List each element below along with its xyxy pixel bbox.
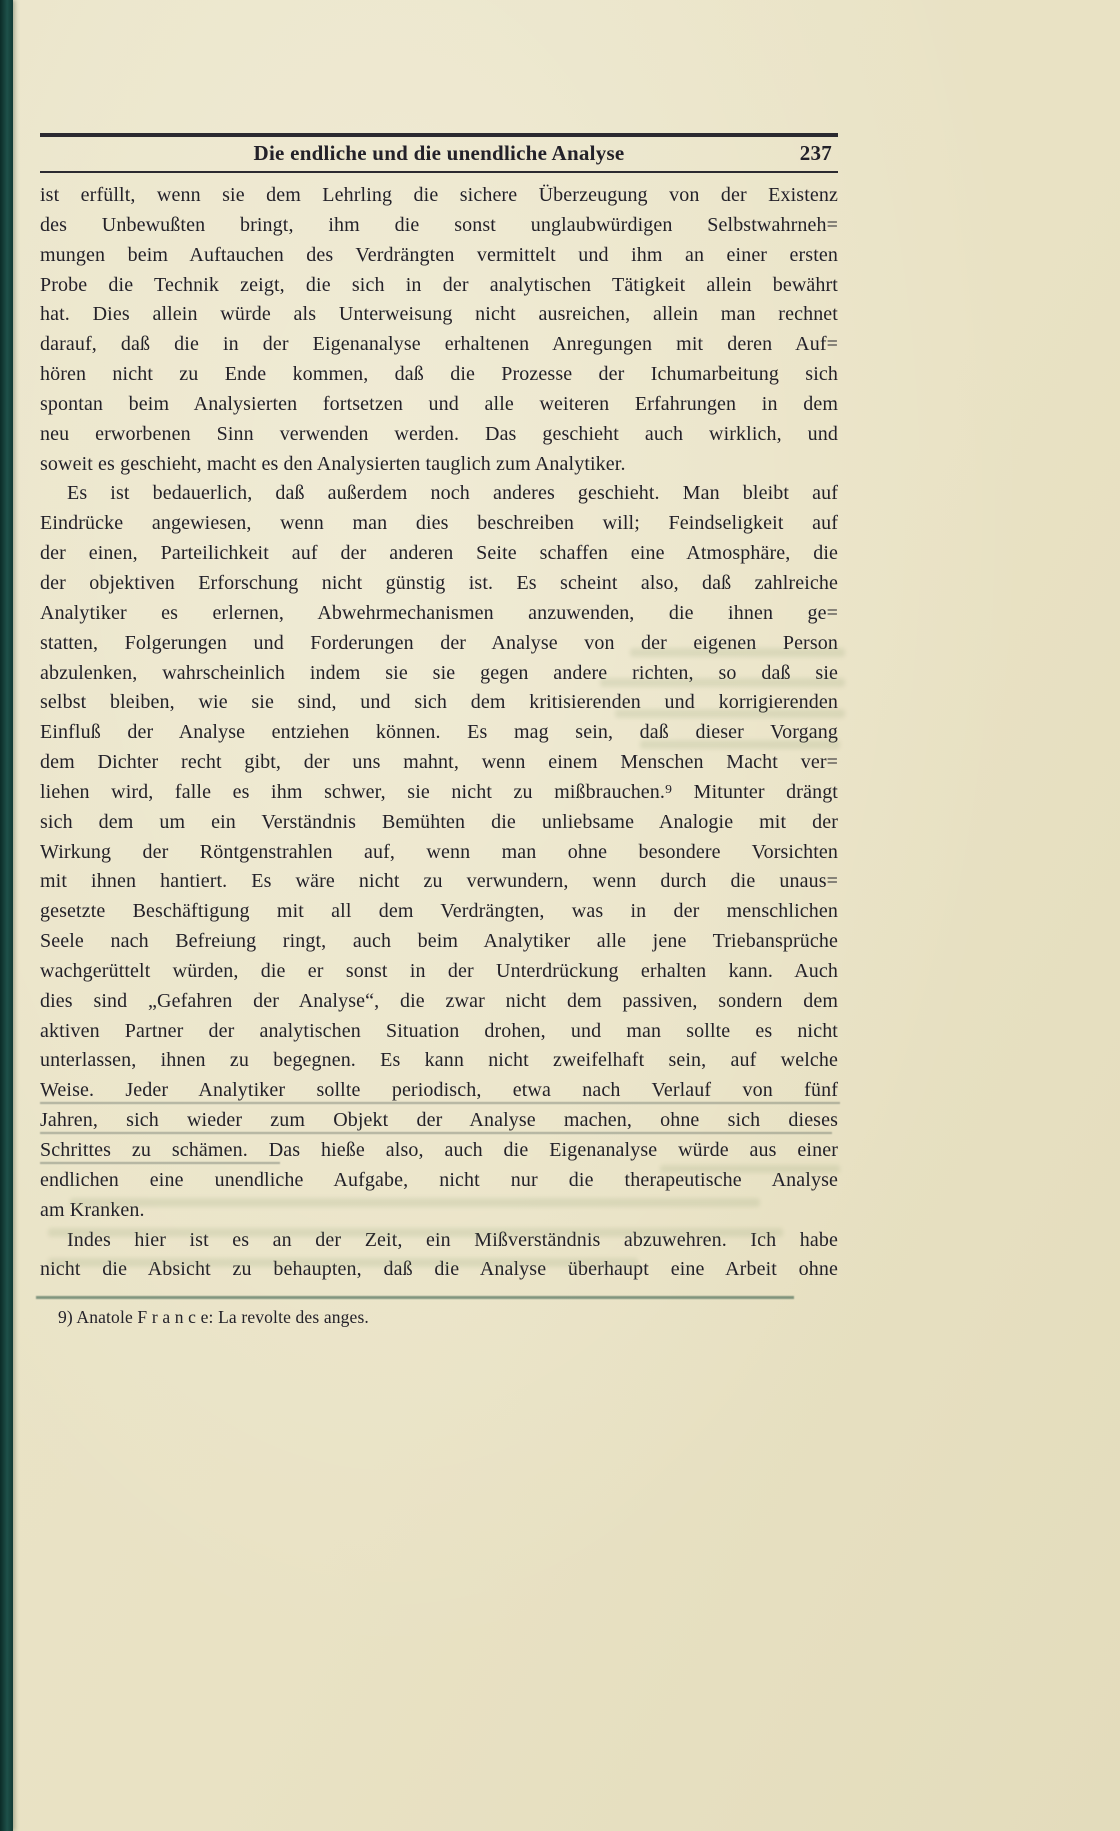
text-line: unterlassen, ihnen zu begegnen. Es kann nicht zweifelhaft sein, auf welche — [40, 1049, 838, 1072]
text-line: Probe die Technik zeigt, die sich in der analytischen Tätigkeit allein bewährt — [40, 273, 838, 296]
text-line: mungen beim Auftauchen des Verdrängten vermittelt und ihm an einer ersten — [40, 243, 838, 266]
text-line: aktiven Partner der analytischen Situation drohen, und man sollte es nicht — [40, 1019, 838, 1042]
text-line: Analytiker es erlernen, Abwehrmechanismen anzuwenden, die ihnen ge= — [40, 601, 838, 624]
text-line: ist erfüllt, wenn sie dem Lehrling die sichere Überzeugung von der Existenz — [40, 184, 838, 206]
text-line: hören nicht zu Ende kommen, daß die Prozesse der Ichumarbeitung sich — [40, 363, 838, 386]
text-line: Einfluß der Analyse entziehen können. Es mag sein, daß dieser Vorgang — [40, 721, 838, 744]
text-line: liehen wird, falle es ihm schwer, sie nicht zu mißbrauchen.⁹ Mitunter drängt — [40, 780, 838, 803]
footnote: 9) Anatole F r a n c e: La revolte des anges. — [58, 1307, 369, 1327]
body-text — [40, 181, 838, 1285]
text-line: darauf, daß die in der Eigenanalyse erhaltenen Anregungen mit deren Auf= — [40, 333, 838, 356]
text-line: Schrittes zu schämen. Das hieße also, auch die Eigenanalyse würde aus einer — [40, 1139, 838, 1161]
text-line: soweit es geschieht, macht es den Analysierten tauglich zum Analytiker. — [40, 452, 626, 475]
text-line: endlichen eine unendliche Aufgabe, nicht nur die therapeutische Analyse — [40, 1168, 838, 1191]
text-line: der einen, Parteilichkeit auf der anderen Seite schaffen eine Atmosphäre, die — [40, 542, 838, 565]
text-line: Jahren, sich wieder zum Objekt der Analyse machen, ohne sich dieses — [40, 1109, 838, 1132]
scan-edge-strip — [0, 0, 13, 1831]
text-line: des Unbewußten bringt, ihm die sonst unglaubwürdigen Selbstwahrneh= — [40, 213, 838, 236]
text-line: spontan beim Analysierten fortsetzen und alle weiteren Erfahrungen in dem — [40, 392, 838, 415]
text-line: wachgerüttelt würden, die er sonst in der Unterdrückung erhalten kann. Auch — [40, 959, 838, 982]
text-line: Es ist bedauerlich, daß außerdem noch anderes geschieht. Man bleibt auf — [67, 482, 838, 505]
text-line: selbst bleiben, wie sie sind, und sich dem kritisierenden und korrigierenden — [40, 691, 838, 714]
text-line: mit ihnen hantiert. Es wäre nicht zu verwundern, wenn durch die unaus= — [40, 870, 838, 893]
text-line: Seele nach Befreiung ringt, auch beim Analytiker alle jene Triebansprüche — [40, 930, 838, 953]
text-line: Indes hier ist es an der Zeit, ein Mißverständnis abzuwehren. Ich habe — [67, 1228, 838, 1251]
text-line: nicht die Absicht zu behaupten, daß die Analyse überhaupt eine Arbeit ohne — [40, 1258, 838, 1281]
text-line: der objektiven Erforschung nicht günstig ist. Es scheint also, daß zahlreiche — [40, 571, 838, 594]
text-line: Eindrücke angewiesen, wenn man dies beschreiben will; Feindseligkeit auf — [40, 512, 838, 535]
text-line: am Kranken. — [40, 1198, 145, 1221]
text-line: hat. Dies allein würde als Unterweisung nicht ausreichen, allein man rechnet — [40, 303, 838, 326]
text-line: dem Dichter recht gibt, der uns mahnt, wenn einem Menschen Macht ver= — [40, 751, 838, 774]
text-line: neu erworbenen Sinn verwenden werden. Das geschieht auch wirklich, und — [40, 422, 838, 445]
footnote-separator-rule — [36, 1296, 794, 1299]
page-header — [40, 138, 838, 168]
header-rule-top — [40, 133, 838, 137]
text-line: abzulenken, wahrscheinlich indem sie sie gegen andere richten, so daß sie — [40, 661, 838, 684]
text-line: dies sind „Gefahren der Analyse“, die zwar nicht dem passiven, sondern dem — [40, 989, 838, 1012]
page-content — [40, 0, 838, 1831]
running-title: Die endliche und die unendliche Analyse — [253, 141, 625, 165]
text-line: statten, Folgerungen und Forderungen der Analyse von der eigenen Person — [40, 631, 838, 654]
text-line: sich dem um ein Verständnis Bemühten die unliebsame Analogie mit der — [40, 810, 838, 833]
page-number: 237 — [799, 141, 832, 165]
text-line: Weise. Jeder Analytiker sollte periodisch, etwa nach Verlauf von fünf — [40, 1079, 838, 1102]
text-line: Wirkung der Röntgenstrahlen auf, wenn man ohne besondere Vorsichten — [40, 840, 838, 863]
text-line: gesetzte Beschäftigung mit all dem Verdrängten, was in der menschlichen — [40, 900, 838, 923]
header-rule-bottom — [40, 171, 838, 173]
